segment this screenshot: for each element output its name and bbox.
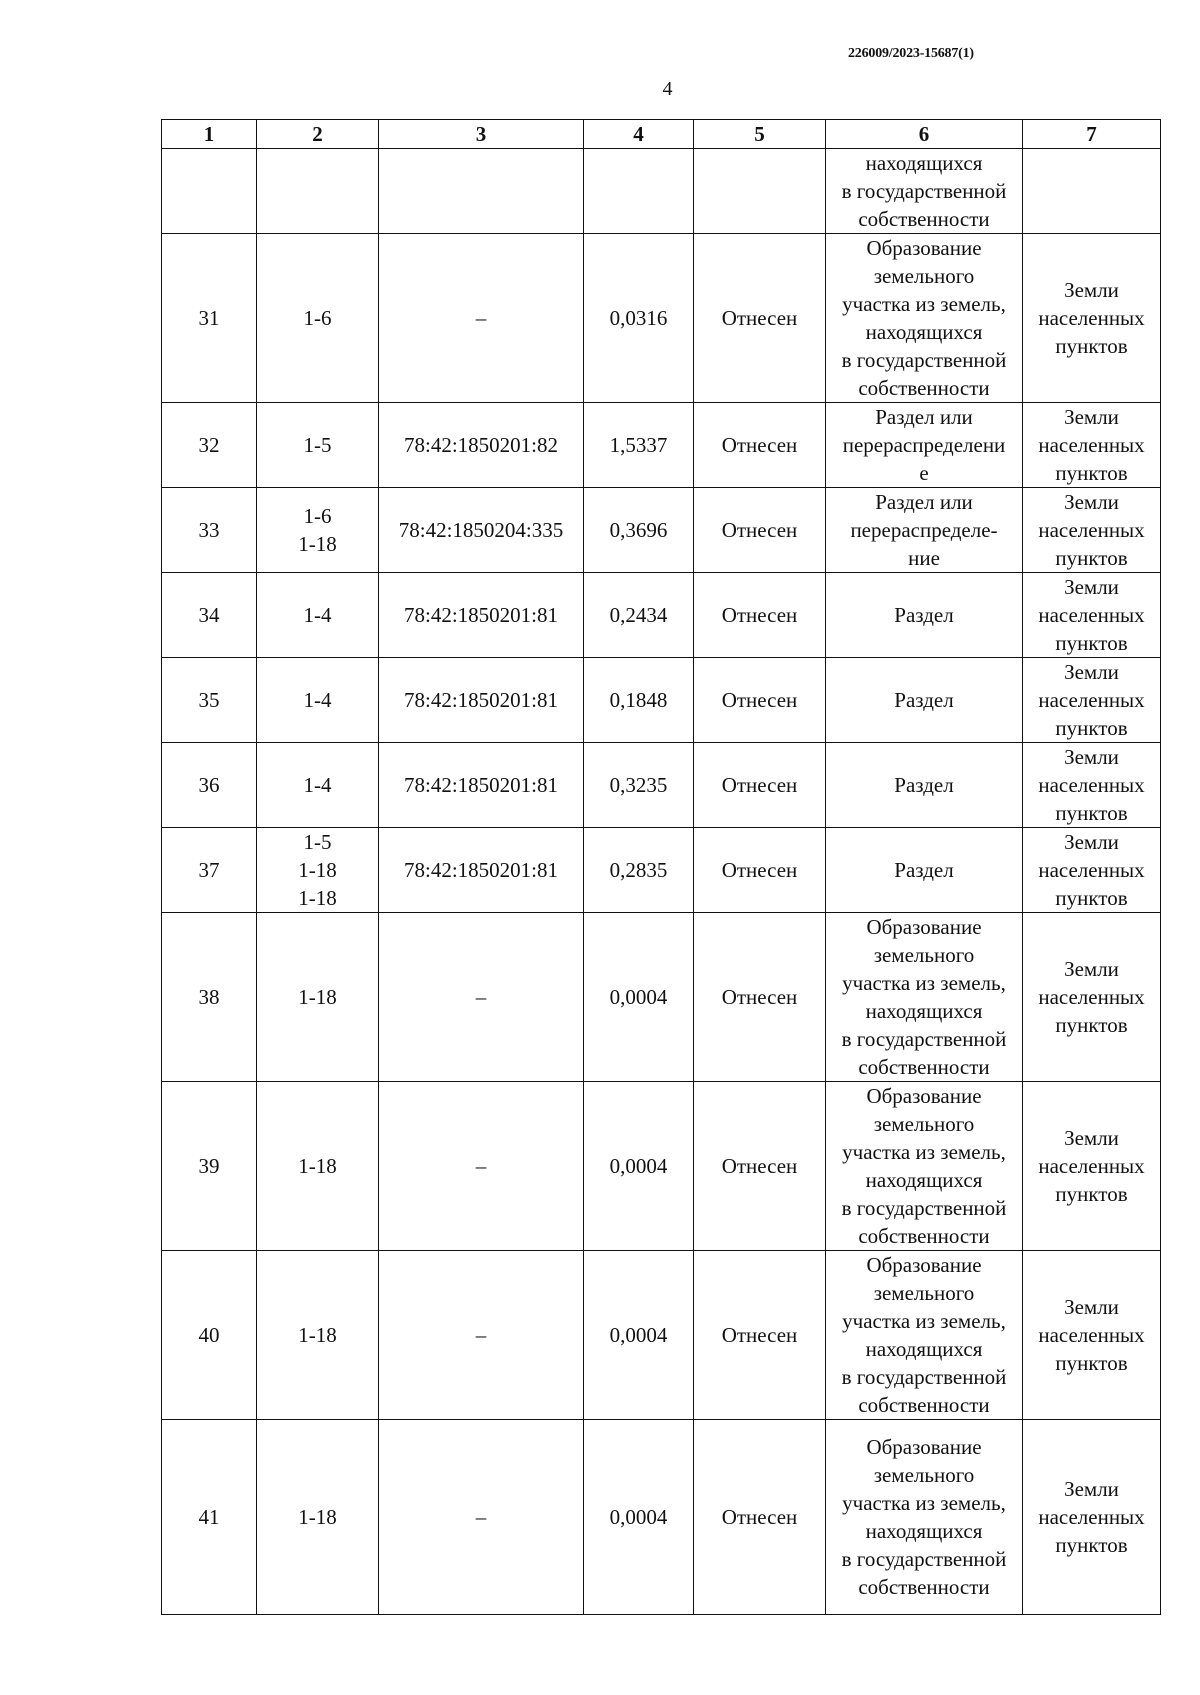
cell-formation-method: Раздел или перераспределени е	[826, 403, 1023, 488]
cell-number: 39	[162, 1082, 257, 1251]
cell-formation-method: Образование земельного участка из земель, находящихся в государственной собственности	[826, 234, 1023, 403]
cell-number: 35	[162, 658, 257, 743]
cell-number: 36	[162, 743, 257, 828]
cell-status: Отнесен	[694, 573, 826, 658]
cell-number: 37	[162, 828, 257, 913]
cell-cadastral-number: –	[379, 234, 584, 403]
cell-number: 31	[162, 234, 257, 403]
cell-land-category: Земли населенных пунктов	[1023, 403, 1161, 488]
table-row	[162, 1082, 1161, 1251]
cell-status: Отнесен	[694, 743, 826, 828]
cell-cadastral-number: –	[379, 1251, 584, 1420]
cell-land-category: Земли населенных пунктов	[1023, 488, 1161, 573]
cell-formation-method: Раздел или перераспределе- ние	[826, 488, 1023, 573]
cell-formation-method: Образование земельного участка из земель, находящихся в государственной собственности	[826, 913, 1023, 1082]
column-header: 6	[826, 120, 1023, 149]
cell-number	[162, 149, 257, 234]
cell-cadastral-number: 78:42:1850201:81	[379, 828, 584, 913]
cell-area: 0,0004	[584, 1082, 694, 1251]
cell-area: 0,0004	[584, 1251, 694, 1420]
column-header: 4	[584, 120, 694, 149]
cell-status: Отнесен	[694, 403, 826, 488]
cell-number: 40	[162, 1251, 257, 1420]
cell-points: 1-4	[257, 658, 379, 743]
cell-formation-method: Раздел	[826, 573, 1023, 658]
cell-cadastral-number: –	[379, 1420, 584, 1615]
cell-cadastral-number	[379, 149, 584, 234]
cell-land-category: Земли населенных пунктов	[1023, 658, 1161, 743]
cell-land-category: Земли населенных пунктов	[1023, 828, 1161, 913]
table-row	[162, 658, 1161, 743]
column-header: 5	[694, 120, 826, 149]
cell-number: 34	[162, 573, 257, 658]
cell-area: 0,1848	[584, 658, 694, 743]
cell-formation-method: находящихся в государственной собственности	[826, 149, 1023, 234]
cell-cadastral-number: 78:42:1850201:81	[379, 743, 584, 828]
cell-land-category: Земли населенных пунктов	[1023, 234, 1161, 403]
cell-status: Отнесен	[694, 1420, 826, 1615]
cell-status	[694, 149, 826, 234]
table-row	[162, 488, 1161, 573]
table-row	[162, 573, 1161, 658]
cell-land-category: Земли населенных пунктов	[1023, 1082, 1161, 1251]
cell-points: 1-18	[257, 1420, 379, 1615]
cell-points: 1-6 1-18	[257, 488, 379, 573]
cell-area: 0,0316	[584, 234, 694, 403]
cell-land-category: Земли населенных пунктов	[1023, 573, 1161, 658]
cell-area: 0,3235	[584, 743, 694, 828]
cell-status: Отнесен	[694, 1082, 826, 1251]
cell-area	[584, 149, 694, 234]
cell-formation-method: Образование земельного участка из земель, находящихся в государственной собственности	[826, 1420, 1023, 1615]
column-header: 1	[162, 120, 257, 149]
cell-land-category: Земли населенных пунктов	[1023, 1420, 1161, 1615]
column-header: 7	[1023, 120, 1161, 149]
cell-land-category	[1023, 149, 1161, 234]
cell-formation-method: Раздел	[826, 743, 1023, 828]
cell-points: 1-6	[257, 234, 379, 403]
cell-number: 33	[162, 488, 257, 573]
cell-number: 38	[162, 913, 257, 1082]
cell-points: 1-5	[257, 403, 379, 488]
cell-points: 1-4	[257, 573, 379, 658]
column-header: 3	[379, 120, 584, 149]
cell-status: Отнесен	[694, 913, 826, 1082]
table-row	[162, 828, 1161, 913]
cell-status: Отнесен	[694, 658, 826, 743]
cell-land-category: Земли населенных пунктов	[1023, 1251, 1161, 1420]
cell-area: 0,2835	[584, 828, 694, 913]
cell-points: 1-5 1-18 1-18	[257, 828, 379, 913]
cell-status: Отнесен	[694, 1251, 826, 1420]
table-header-row	[162, 120, 1161, 149]
cell-number: 41	[162, 1420, 257, 1615]
cell-points: 1-18	[257, 913, 379, 1082]
table-row	[162, 403, 1161, 488]
cell-area: 0,0004	[584, 1420, 694, 1615]
page-number: 4	[662, 78, 673, 100]
cell-number: 32	[162, 403, 257, 488]
cell-points: 1-18	[257, 1251, 379, 1420]
cell-points	[257, 149, 379, 234]
cell-status: Отнесен	[694, 488, 826, 573]
cell-area: 0,3696	[584, 488, 694, 573]
data-table	[161, 119, 1161, 1615]
table-row	[162, 1251, 1161, 1420]
cell-points: 1-4	[257, 743, 379, 828]
cell-cadastral-number: 78:42:1850201:81	[379, 658, 584, 743]
cell-points: 1-18	[257, 1082, 379, 1251]
cell-cadastral-number: 78:42:1850201:82	[379, 403, 584, 488]
cell-area: 0,0004	[584, 913, 694, 1082]
cell-formation-method: Раздел	[826, 658, 1023, 743]
document-number: 226009/2023-15687(1)	[848, 46, 974, 61]
cell-land-category: Земли населенных пунктов	[1023, 743, 1161, 828]
cell-cadastral-number: –	[379, 913, 584, 1082]
cell-land-category: Земли населенных пунктов	[1023, 913, 1161, 1082]
table-row	[162, 913, 1161, 1082]
cell-cadastral-number: –	[379, 1082, 584, 1251]
cell-cadastral-number: 78:42:1850201:81	[379, 573, 584, 658]
cell-formation-method: Раздел	[826, 828, 1023, 913]
table-row	[162, 149, 1161, 234]
cell-status: Отнесен	[694, 234, 826, 403]
column-header: 2	[257, 120, 379, 149]
table-row	[162, 234, 1161, 403]
cell-area: 1,5337	[584, 403, 694, 488]
cell-cadastral-number: 78:42:1850204:335	[379, 488, 584, 573]
cell-area: 0,2434	[584, 573, 694, 658]
cell-formation-method: Образование земельного участка из земель, находящихся в государственной собственности	[826, 1082, 1023, 1251]
table-row	[162, 1420, 1161, 1615]
cell-status: Отнесен	[694, 828, 826, 913]
table-row	[162, 743, 1161, 828]
cell-formation-method: Образование земельного участка из земель, находящихся в государственной собственности	[826, 1251, 1023, 1420]
